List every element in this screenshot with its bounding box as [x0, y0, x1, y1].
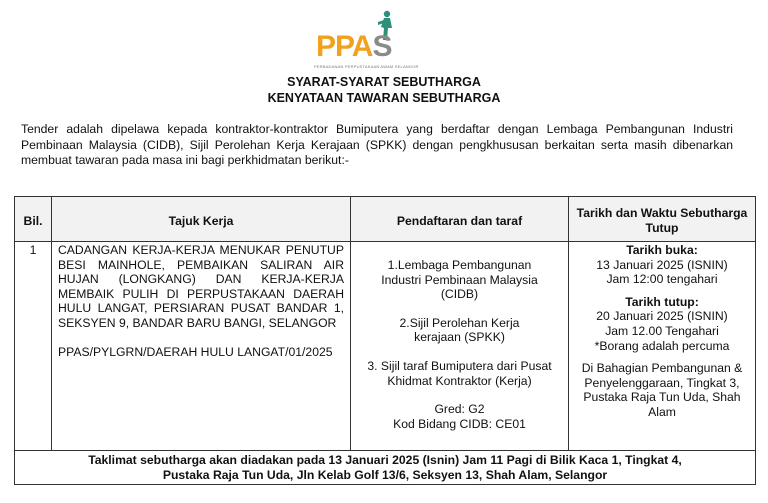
cell-bil: 1 — [15, 242, 52, 451]
tender-table — [14, 196, 756, 485]
header-tarikh: Tarikh dan Waktu Sebutharga Tutup — [569, 197, 756, 242]
reg-spkk: 2.Sijil Perolehan Kerja kerajaan (SPKK) — [399, 315, 520, 345]
logo-tagline: PERBADANAN PERPUSTAKAAN AWAM SELANGOR — [314, 64, 419, 69]
cell-tajuk — [52, 242, 351, 451]
close-label: Tarikh tutup: — [625, 294, 699, 309]
ppas-logo — [312, 10, 419, 69]
briefing-line-2: Pustaka Raja Tun Uda, Jln Kelab Golf 13/6, Seksyen 13, Shah Alam, Selangor — [162, 468, 608, 482]
cell-pendaftaran — [351, 242, 569, 451]
header-pendaftaran: Pendaftaran dan taraf — [351, 197, 569, 242]
reg-kod-bidang: Kod Bidang CIDB: CE01 — [393, 416, 526, 431]
table-footer-row — [15, 451, 756, 485]
reg-gred: Gred: G2 — [434, 402, 485, 417]
header-bil: Bil. — [15, 197, 52, 242]
open-date: 13 Januari 2025 (ISNIN) — [596, 257, 728, 272]
table-row — [15, 242, 756, 451]
close-date: 20 Januari 2025 (ISNIN) — [596, 309, 728, 324]
reg-cidb: 1.Lembaga Pembangunan Industri Pembinaan Malaysia (CIDB) — [381, 258, 538, 302]
heading-line-2: KENYATAAN TAWARAN SEBUTHARGA — [267, 91, 501, 105]
tajuk-reference: PPAS/PYLGRN/DAERAH HULU LANGAT/01/2025 — [58, 344, 333, 359]
submission-location: Di Bahagian Pembangunan & Penyelenggaraan, Tingkat 3, Pustaka Raja Tun Uda, Shah Alam — [581, 361, 743, 419]
heading-line-1: SYARAT-SYARAT SEBUTHARGA — [287, 75, 481, 89]
open-label: Tarikh buka: — [626, 243, 698, 257]
close-time: Jam 12.00 Tengahari — [605, 323, 719, 338]
logo-wordmark: PPAS — [316, 30, 392, 63]
open-time: Jam 12:00 tengahari — [606, 272, 718, 287]
header-tajuk: Tajuk Kerja — [52, 197, 351, 242]
cell-tarikh — [569, 242, 756, 451]
tajuk-text: CADANGAN KERJA-KERJA MENUKAR PENUTUP BESI MAINHOLE, PEMBAIKAN SALIRAN AIR HUJAN (LONGKANG) DAN KERJA-KERJA MEMBAIK PULIH DI PERPUSTAKAAN DAERAH HULU LANGAT, PERSIARAN PUSAT BANDAR 1, SEKSYEN 9, BANDAR BARU BANGI, SELANGOR — [58, 243, 344, 330]
table-header-row — [15, 197, 756, 242]
form-free-note: *Borang adalah percuma — [594, 338, 730, 353]
reg-bumiputera: 3. Sijil taraf Bumiputera dari Pusat Khidmat Kontraktor (Kerja) — [367, 358, 552, 388]
briefing-note — [15, 451, 756, 485]
intro-paragraph: Tender adalah dipelawa kepada kontraktor-kontraktor Bumiputera yang berdaftar dengan Lembaga Pembangunan Industri Pembinaan Malaysia (CIDB), Sijil Perolehan Kerja Kerajaan (SPKK) dengan pengkhususan berkaitan serta masih dibenarkan membuat tawaran pada masa ini bagi perkhidmatan berikut:- — [21, 122, 733, 167]
briefing-line-1: Taklimat sebutharga akan diadakan pada 13 Januari 2025 (Isnin) Jam 11 Pagi di Bilik Kaca 1, Tingkat 4, — [88, 453, 682, 467]
